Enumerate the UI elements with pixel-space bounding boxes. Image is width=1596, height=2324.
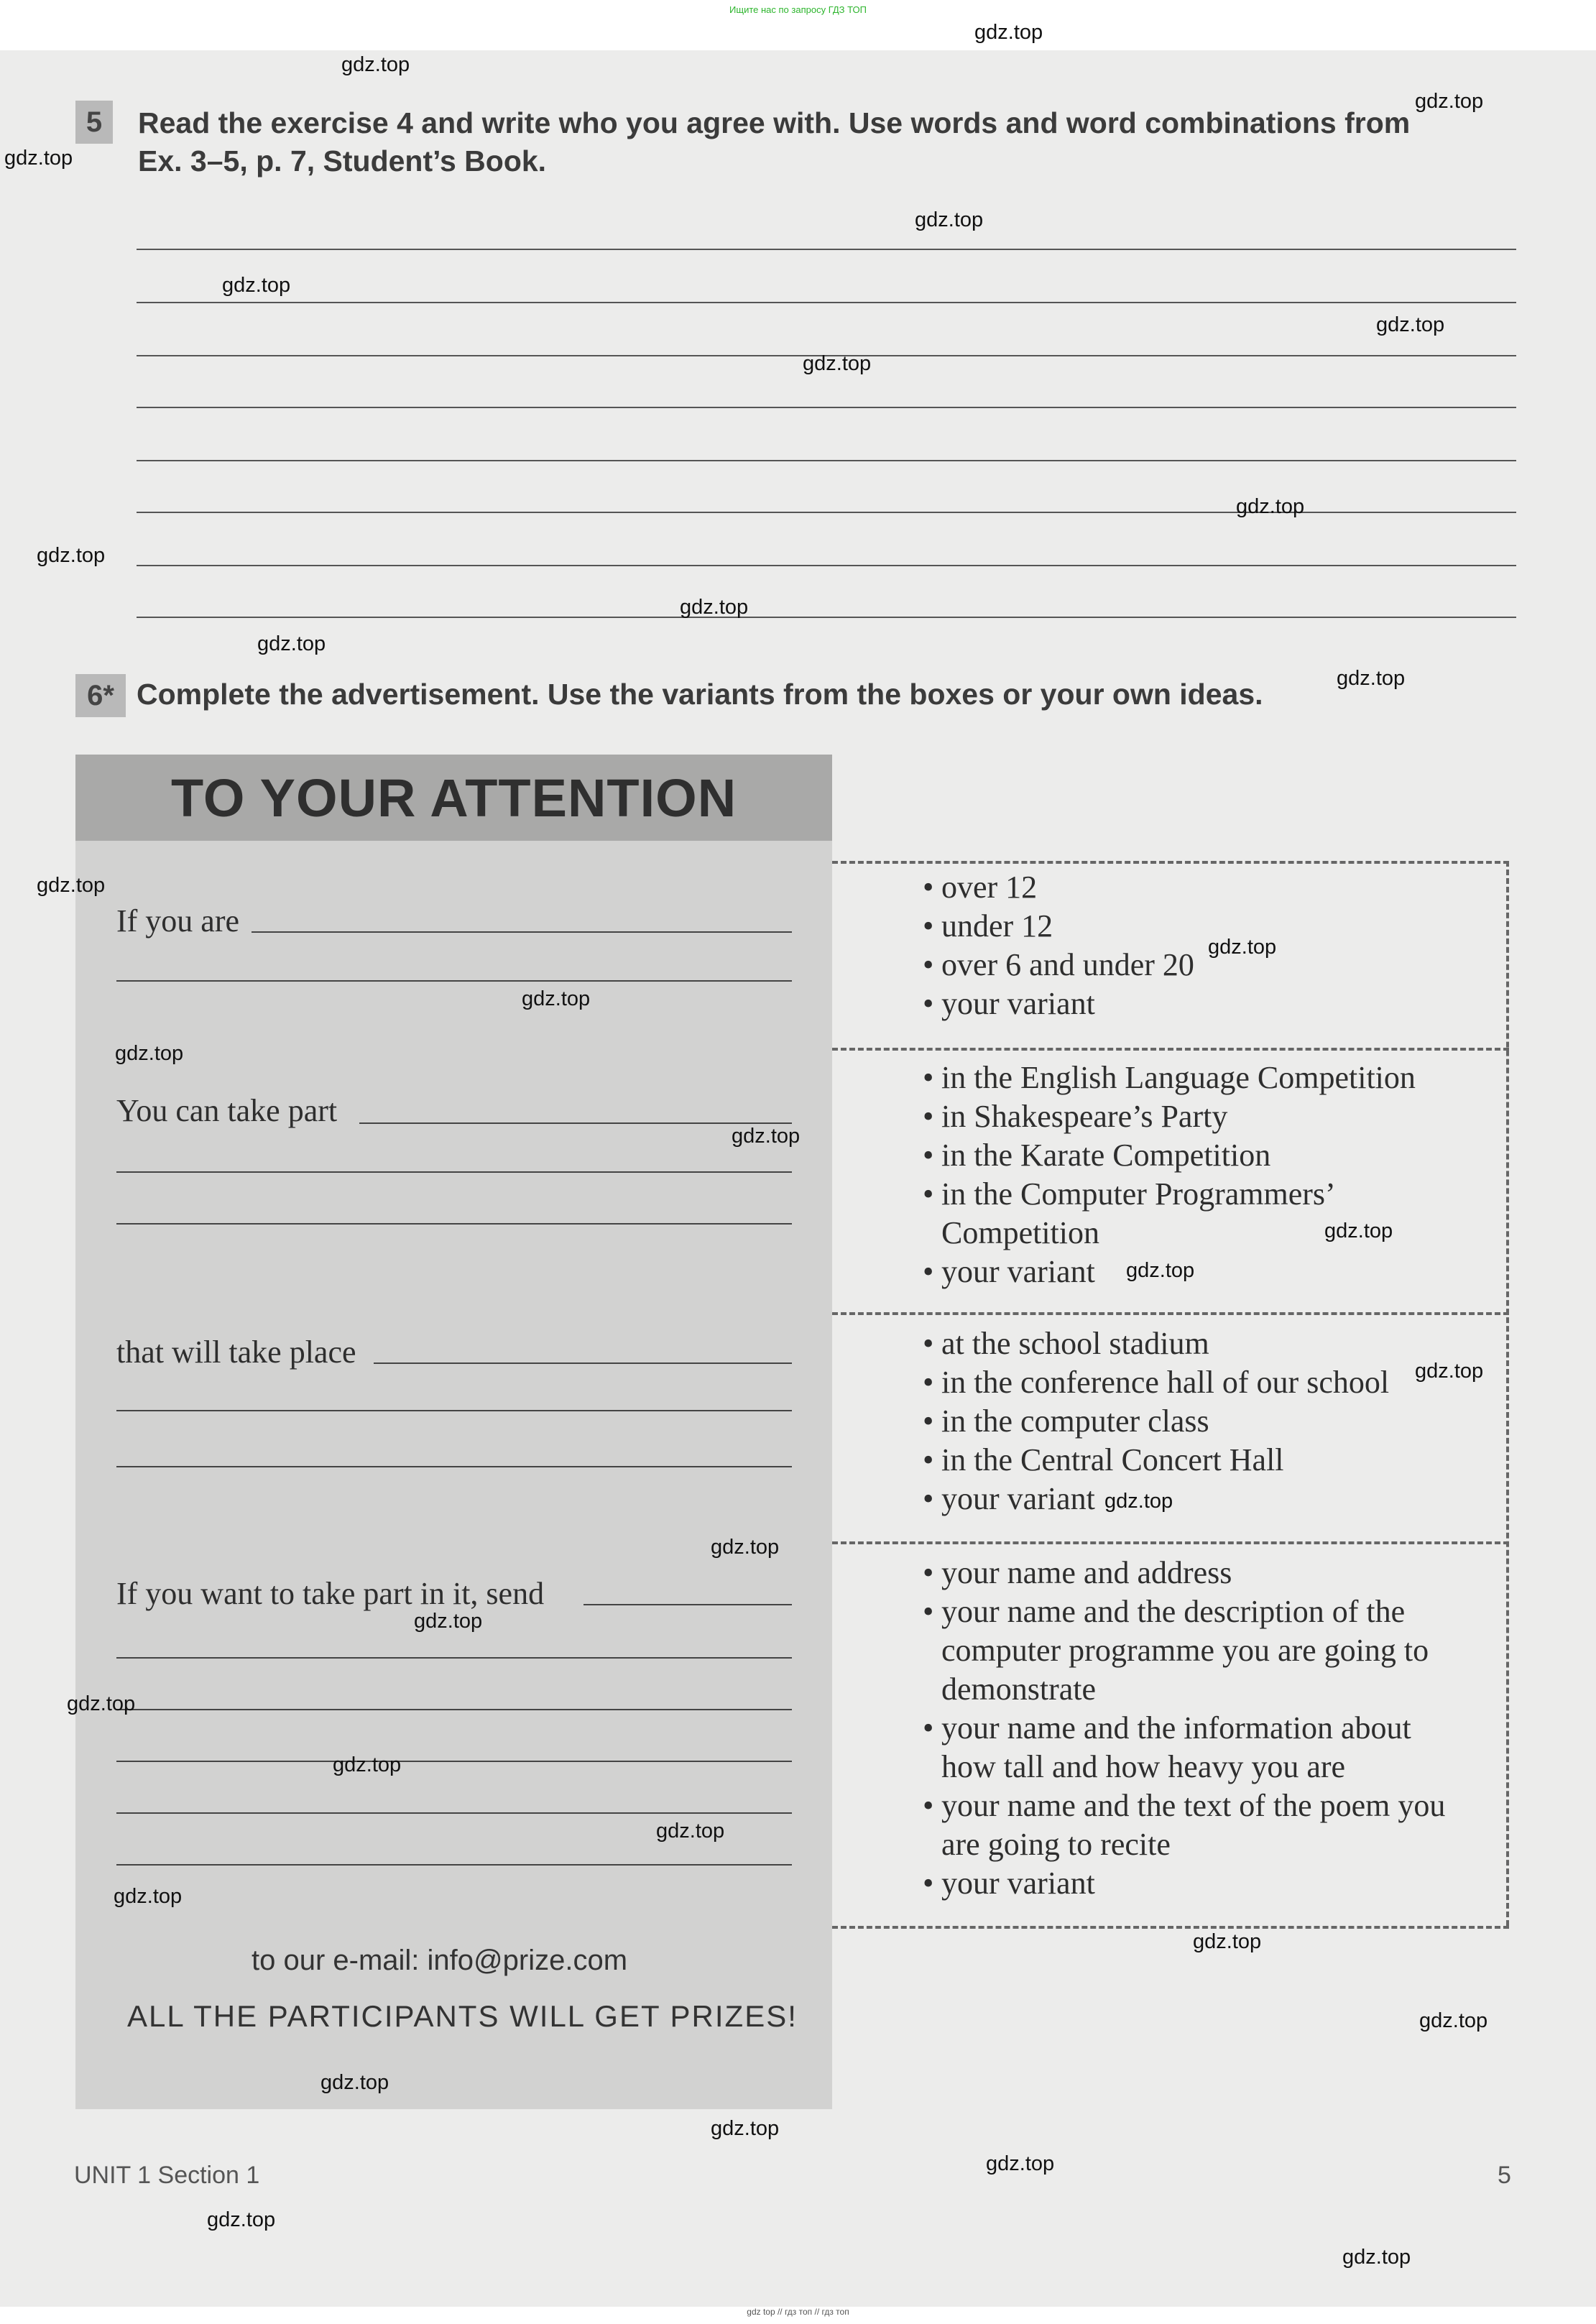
option: • in Shakespeare’s Party <box>923 1097 1469 1136</box>
answer-line[interactable] <box>137 460 1516 461</box>
exercise-6-number: 6* <box>75 674 126 717</box>
box-divider <box>832 861 1509 864</box>
age-options <box>923 868 1469 1023</box>
answer-line[interactable] <box>137 617 1516 618</box>
watermark: gdz.top <box>1193 1930 1262 1953</box>
label-take-part: You can take part <box>116 1093 338 1128</box>
footer-unit: UNIT 1 Section 1 <box>74 2162 260 2189</box>
option: • in the English Language Competition <box>923 1059 1469 1097</box>
option: • your name and the information about how tall and how heavy you are <box>923 1709 1469 1786</box>
fill-line[interactable] <box>583 1604 792 1605</box>
watermark: gdz.top <box>974 21 1043 44</box>
watermark: gdz.top <box>341 53 410 76</box>
option: • in the computer class <box>923 1402 1469 1441</box>
answer-line[interactable] <box>137 249 1516 250</box>
watermark: gdz.top <box>4 147 73 170</box>
watermark: gdz.top <box>1415 1360 1484 1383</box>
watermark: gdz.top <box>1104 1490 1173 1513</box>
event-options <box>923 1059 1469 1291</box>
option: • under 12 <box>923 907 1469 946</box>
watermark: gdz.top <box>1126 1259 1195 1282</box>
watermark: gdz.top <box>711 1536 780 1559</box>
ex5-line1: Read the exercise 4 and write who you agree with. Use words and word combinations from <box>138 106 1411 139</box>
option: • your variant <box>923 985 1469 1023</box>
watermark: gdz.top <box>414 1610 483 1633</box>
ex5-line2: Ex. 3–5, p. 7, Student’s Book. <box>138 144 547 177</box>
watermark: gdz.top <box>656 1820 725 1843</box>
bottom-site-note: gdz top // гдз топ // гдз топ <box>747 2307 849 2317</box>
send-options <box>923 1554 1469 1903</box>
watermark: gdz.top <box>803 352 872 375</box>
watermark: gdz.top <box>732 1125 801 1148</box>
option: • in the Computer Programmers’ Competition <box>923 1175 1469 1253</box>
watermark: gdz.top <box>986 2152 1055 2175</box>
exercise-6-instruction: Complete the advertisement. Use the variants from the boxes or your own ideas. <box>137 678 1263 711</box>
box-divider <box>832 1541 1509 1544</box>
watermark: gdz.top <box>1324 1219 1393 1242</box>
prizes-note: ALL THE PARTICIPANTS WILL GET PRIZES! <box>127 1999 798 2033</box>
exercise-5-number: 5 <box>75 101 113 144</box>
fill-line[interactable] <box>116 1812 792 1814</box>
box-divider <box>832 1048 1509 1051</box>
page-number: 5 <box>1498 2162 1511 2189</box>
watermark: gdz.top <box>67 1692 136 1715</box>
watermark: gdz.top <box>1419 2009 1488 2032</box>
option: • your variant <box>923 1864 1469 1903</box>
option: • your variant <box>923 1480 1469 1518</box>
watermark: gdz.top <box>1415 90 1484 113</box>
watermark: gdz.top <box>207 2208 276 2231</box>
option: • your name and address <box>923 1554 1469 1592</box>
watermark: gdz.top <box>1208 936 1277 959</box>
fill-line[interactable] <box>374 1362 792 1364</box>
fill-line[interactable] <box>116 1657 792 1659</box>
watermark: gdz.top <box>1376 313 1445 336</box>
box-divider <box>832 1312 1509 1315</box>
watermark: gdz.top <box>711 2117 780 2140</box>
exercise-5-instruction <box>138 104 1410 180</box>
answer-line[interactable] <box>137 407 1516 408</box>
option: • in the Karate Competition <box>923 1136 1469 1175</box>
fill-line[interactable] <box>116 1864 792 1866</box>
watermark: gdz.top <box>1337 667 1406 690</box>
box-border <box>1506 861 1509 1926</box>
fill-line[interactable] <box>116 1410 792 1411</box>
option: • your variant <box>923 1253 1469 1291</box>
option: • in the Central Concert Hall <box>923 1441 1469 1480</box>
watermark: gdz.top <box>114 1885 183 1908</box>
fill-line[interactable] <box>116 980 792 982</box>
label-send: If you want to take part in it, send <box>116 1576 545 1611</box>
fill-line[interactable] <box>116 1709 792 1710</box>
label-if-you-are: If you are <box>116 903 240 939</box>
option: • your name and the description of the computer programme you are going to demonstrate <box>923 1592 1469 1709</box>
fill-line[interactable] <box>116 1171 792 1173</box>
watermark: gdz.top <box>37 874 106 897</box>
place-options <box>923 1324 1469 1518</box>
option: • in the conference hall of our school <box>923 1363 1469 1402</box>
answer-line[interactable] <box>137 565 1516 566</box>
advertisement-title: TO YOUR ATTENTION <box>171 768 737 828</box>
site-hint: Ищите нас по запросу ГДЗ ТОП <box>729 4 867 15</box>
answer-line[interactable] <box>137 512 1516 513</box>
watermark: gdz.top <box>1236 495 1305 518</box>
fill-line[interactable] <box>116 1761 792 1762</box>
fill-line[interactable] <box>116 1223 792 1225</box>
fill-line[interactable] <box>359 1122 792 1124</box>
fill-line[interactable] <box>252 931 792 933</box>
box-divider <box>832 1926 1509 1929</box>
watermark: gdz.top <box>915 208 984 231</box>
watermark: gdz.top <box>333 1753 402 1776</box>
fill-line[interactable] <box>116 1466 792 1467</box>
watermark: gdz.top <box>680 596 749 619</box>
watermark: gdz.top <box>320 2071 389 2094</box>
watermark: gdz.top <box>1342 2246 1411 2269</box>
label-take-place: that will take place <box>116 1334 356 1370</box>
contact-email: to our e-mail: info@prize.com <box>252 1945 628 1976</box>
option: • at the school stadium <box>923 1324 1469 1363</box>
option: • over 6 and under 20 <box>923 946 1469 985</box>
watermark: gdz.top <box>37 544 106 567</box>
option: • over 12 <box>923 868 1469 907</box>
watermark: gdz.top <box>115 1042 184 1065</box>
watermark: gdz.top <box>522 987 591 1010</box>
option: • your name and the text of the poem you are going to recite <box>923 1786 1469 1864</box>
answer-line[interactable] <box>137 302 1516 303</box>
watermark: gdz.top <box>257 632 326 655</box>
watermark: gdz.top <box>222 274 291 297</box>
advertisement-panel <box>75 755 832 2109</box>
